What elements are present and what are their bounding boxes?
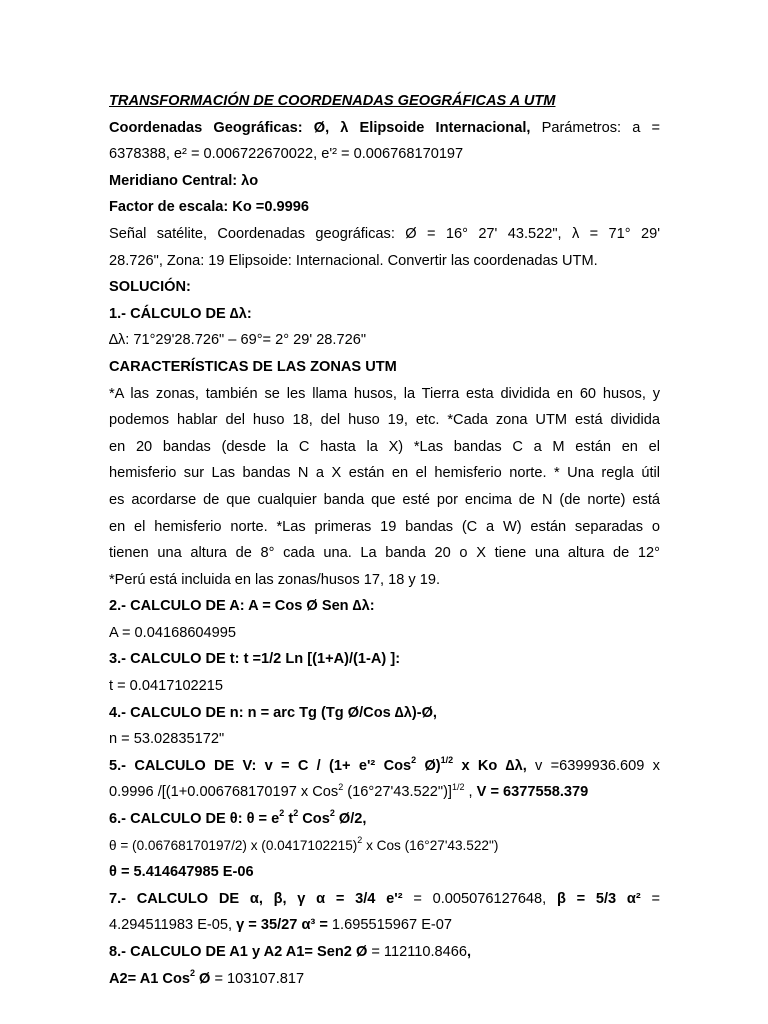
step7-l2-a: 4.294511983 E-05, [109,917,233,934]
step6-h-d: Ø/2, [334,811,367,828]
step6-sup-t: 2 [293,808,299,819]
step5-sup-2: 2 [411,754,417,765]
zonas-last-line: *Perú está incluida en las zonas/husos 17, 18 y 19. [109,571,441,588]
step6-l2-sup: 2 [357,835,363,846]
step4-value: n = 53.02835172" [109,731,225,748]
step7-equals: = [651,890,660,907]
senal-line-1: Señal satélite, Coordenadas geográficas: Ø = 16° 27' 43.522", λ = 71° 29' [109,225,660,242]
step5-l2-sup-half: 1/2 [451,781,465,792]
coords-label: Coordenadas Geográficas: Ø, λ Elipsoide Internacional, [109,119,531,136]
step5-sup-half: 1/2 [440,754,454,765]
senal-line-2: 28.726", Zona: 19 Elipsoide: Internacional. Convertir las coordenadas UTM. [109,252,598,269]
step5-formula-c: x Ko ∆λ, [453,757,527,774]
step5-V-result: V = 6377558.379 [472,784,589,801]
step8-heading [109,939,660,966]
step6-h-b: t [284,811,294,828]
step5-heading [109,753,660,780]
step8-a1-value: = 112110.8466 [367,944,467,960]
step5-formula-a: 5.- CALCULO DE V: v = C / (1+ e'² Cos [109,757,412,774]
step5-formula [109,754,527,774]
step6-l2-a: θ = (0.06768170197/2) x (0.0417102215) [109,837,358,853]
document-title: TRANSFORMACIÓN DE COORDENADAS GEOGRÁFICAS A UTM [109,93,556,109]
zonas-line: es acordarse de que cualquier banda que esté por encima de N (de norte) está [109,491,660,508]
step2-heading: 2.- CALCULO DE A: A = Cos Ø Sen ∆λ: [109,598,375,615]
step5-l2-c: , [464,784,473,801]
step5-line-2 [109,779,660,806]
step6-h-c: Cos [298,811,330,828]
step5-l2-a: 0.9996 /[(1+0.006768170197 x Cos [109,784,339,801]
step6-sup-cos: 2 [329,808,335,819]
step2-value: A = 0.04168604995 [109,624,237,641]
step6-value: θ = 5.414647985 E-06 [109,864,254,881]
step4-heading: 4.- CALCULO DE n: n = arc Tg (Tg Ø/Cos ∆λ)-Ø, [109,704,437,721]
step8-h-a: 8.- CALCULO DE A1 y A2 A1= Sen2 Ø [109,944,368,960]
step1-body: ∆λ: 71°29'28.726" – 69°= 2° 29' 28.726" [109,332,367,349]
step5-l2-b: (16°27'43.522")] [343,784,452,801]
zonas-line: tienen una altura de 8° cada una. La banda 20 o X tiene una altura de 12° [109,545,660,562]
step7-gamma: γ = 35/27 α³ = [232,917,328,934]
zonas-heading: CARACTERÍSTICAS DE LAS ZONAS UTM [109,358,397,375]
zonas-line: en el hemisferio norte. *Las primeras 19 bandas (C a W) están separadas o [109,518,660,535]
step8-sup: 2 [189,967,195,978]
step7-h-a: 7.- CALCULO DE α, β, γ α = 3/4 e'² [109,890,403,907]
step7-heading [109,886,660,913]
step5-l2-sup-2: 2 [338,781,344,792]
step6-l2-b: x Cos (16°27'43.522") [362,837,499,853]
step3-value: t = 0.0417102215 [109,678,224,695]
step7-alpha-value: = 0.005076127648, [413,890,547,907]
step3-heading: 3.- CALCULO DE t: t =1/2 Ln [(1+A)/(1-A) ]: [109,651,401,668]
step7-gamma-value: 1.695515967 E-07 [327,917,453,934]
step8-a2-value: = 103107.817 [210,970,305,987]
zonas-line: en 20 bandas (desde la C hasta la X) *Las bandas C a M están en el [109,438,660,455]
step6-h-a: 6.- CALCULO DE θ: θ = e [109,811,280,828]
coords-line-1 [109,115,660,142]
solucion-heading: SOLUCIÓN: [109,279,191,296]
step6-line-2 [109,833,660,860]
zonas-line: hemisferio sur Las bandas N a X están en el hemisferio norte. * Una regla útil [109,465,660,482]
step1-heading: 1.- CÁLCULO DE ∆λ: [109,305,252,322]
coords-line-2: 6378388, e² = 0.006722670022, e'² = 0.006768170197 [109,146,464,163]
step6-sup-e: 2 [279,808,285,819]
meridiano-central: Meridiano Central: λo [109,172,259,189]
step5-v-value: v =6399936.609 x [526,757,660,774]
step8-line-2 [109,966,660,993]
step8-l2-a: A2= A1 Cos [109,970,190,987]
coords-params: Parámetros: a = [530,119,660,136]
step7-line-2 [109,912,660,939]
step6-heading [109,806,660,833]
zonas-line: *A las zonas, también se les llama husos, la Tierra esta dividida en 60 husos, y [109,385,660,402]
step8-l2-b: Ø [195,970,211,987]
step7-beta: β = 5/3 α² [546,890,641,907]
step5-formula-b: Ø) [416,757,441,774]
factor-escala: Factor de escala: Ko =0.9996 [109,199,309,216]
step8-comma: , [466,944,472,960]
zonas-line: podemos hablar del huso 18, del huso 19, etc. *Cada zona UTM está dividida [109,412,660,429]
